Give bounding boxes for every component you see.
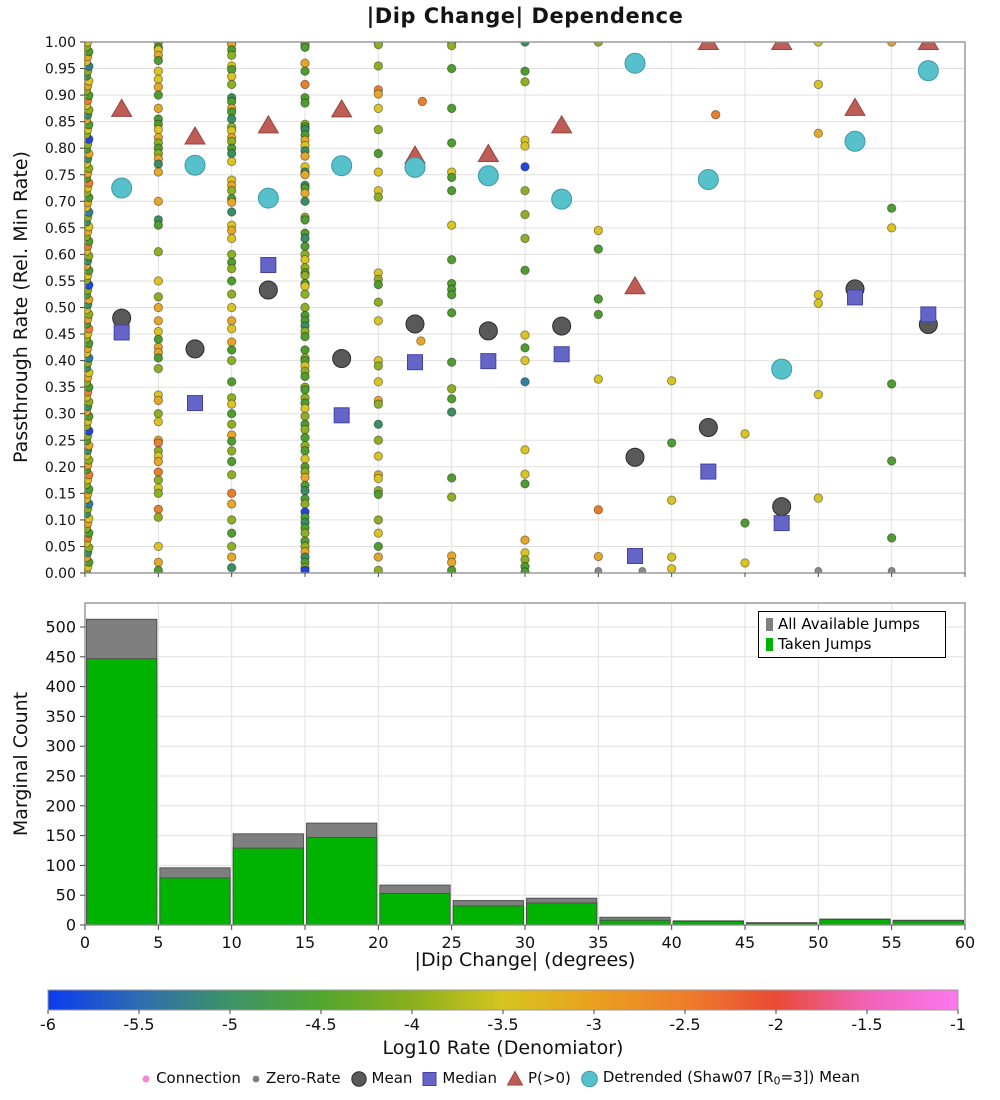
mean-marker [773, 498, 791, 516]
detrended-marker [185, 155, 205, 175]
colorbar-tick-label: -3 [586, 1015, 602, 1034]
hist-y-tick-label: 150 [45, 826, 76, 846]
mean-marker [626, 448, 644, 466]
top-y-tick-label: 0.25 [44, 433, 76, 450]
detrended-marker [772, 359, 792, 379]
colorbar-tick-label: -6 [40, 1015, 56, 1034]
hist-x-tick-label: 0 [79, 933, 91, 952]
mean-marker [333, 349, 351, 367]
detrended-marker [698, 170, 718, 190]
bar-taken [453, 906, 523, 925]
top-y-tick-label: 0.70 [44, 194, 76, 211]
hist-x-tick-label: 50 [808, 933, 829, 952]
hist-x-tick-label: 30 [514, 933, 536, 952]
bar-taken [160, 878, 230, 925]
detrended-marker [552, 189, 572, 209]
median-marker [774, 516, 789, 531]
hist-x-tick-label: 25 [441, 933, 462, 952]
hist-y-tick-label: 500 [45, 617, 76, 637]
detrended-marker [625, 53, 645, 73]
pink-dot-icon [140, 1071, 152, 1085]
mean-marker [699, 419, 717, 437]
colorbar [48, 990, 958, 1010]
top-y-tick-label: 0.55 [44, 273, 76, 290]
dark-circle-icon [350, 1069, 368, 1087]
median-marker [114, 325, 129, 340]
legend-item-connection [140, 1069, 241, 1087]
hist-x-tick-label: 5 [153, 933, 164, 952]
hist-y-tick-label: 50 [55, 885, 76, 905]
detrended-marker [112, 178, 132, 198]
top-y-tick-label: 0.40 [44, 353, 76, 370]
hist-y-tick-label: 350 [45, 706, 76, 726]
hist-x-tick-label: 45 [734, 933, 756, 952]
median-marker [554, 347, 569, 362]
p-gt0-marker [698, 33, 718, 50]
bar-taken [233, 848, 303, 925]
median-marker [628, 549, 643, 564]
top-y-tick-label: 0.10 [44, 512, 76, 529]
hist-x-tick-label: 10 [221, 933, 242, 952]
legend-label: Taken Jumps [778, 635, 872, 653]
hist-y-tick-label: 200 [45, 796, 76, 816]
red-triangle-icon [506, 1069, 524, 1087]
gray-dot-icon [250, 1071, 262, 1085]
bar-taken [527, 903, 597, 925]
p-gt0-marker [772, 33, 792, 50]
median-marker [408, 355, 423, 370]
top-y-tick-label: 0.35 [44, 380, 76, 397]
cyan-circle-icon [580, 1069, 599, 1087]
gray-bar-swatch-icon [765, 617, 774, 632]
top-y-tick-label: 0.90 [44, 88, 76, 105]
legend-item-detrended [580, 1068, 860, 1087]
top-y-tick-label: 0.00 [44, 566, 76, 582]
top-y-axis-label: Passthrough Rate (Rel. Min Rate) [10, 151, 32, 463]
top-y-tick-label: 0.30 [44, 406, 76, 423]
legend-label: All Available Jumps [778, 615, 920, 633]
detrended-marker [405, 157, 425, 177]
hist-y-axis-label: Marginal Count [10, 691, 32, 837]
bar-taken [87, 659, 157, 925]
top-y-tick-label: 0.85 [44, 114, 76, 131]
top-y-tick-label: 0.20 [44, 459, 76, 476]
p-gt0-marker [918, 33, 938, 50]
mean-marker [186, 340, 204, 358]
colorbar-tick-label: -2.5 [669, 1015, 701, 1034]
bar-taken [820, 920, 890, 925]
hist-y-tick-label: 300 [45, 736, 76, 756]
hist-y-tick-label: 450 [45, 647, 76, 667]
colorbar-label: Log10 Rate (Denomiator) [382, 1037, 624, 1059]
hist-x-tick-label: 60 [954, 933, 976, 952]
hist-x-axis-label: |Dip Change| (degrees) [414, 949, 636, 971]
bar-taken [380, 893, 450, 925]
hist-y-tick-label: 250 [45, 766, 76, 786]
top-y-tick-label: 0.15 [44, 486, 76, 503]
mean-marker [113, 309, 131, 327]
median-marker [848, 290, 863, 305]
top-y-tick-label: 0.95 [44, 61, 76, 78]
mean-marker [553, 317, 571, 335]
hist-x-tick-label: 35 [588, 933, 609, 952]
legend-label: P(>0) [527, 1068, 571, 1087]
hist-x-tick-label: 20 [368, 933, 389, 952]
colorbar-tick-label: -4.5 [305, 1015, 337, 1034]
legend-label: Zero-Rate [265, 1068, 341, 1087]
blue-square-icon [421, 1069, 438, 1087]
hist-x-tick-label: 55 [881, 933, 902, 952]
bar-taken [307, 837, 377, 925]
mean-marker [259, 281, 277, 299]
mean-marker [406, 315, 424, 333]
detrended-marker [845, 131, 865, 151]
legend-item-mean [350, 1069, 413, 1087]
marker-legend [0, 1068, 1000, 1087]
detrended-marker [332, 156, 352, 176]
top-y-tick-label: 1.00 [44, 35, 76, 51]
hist-y-tick-label: 100 [45, 855, 76, 875]
legend-row-taken [765, 637, 940, 652]
hist-y-tick-label: 400 [45, 677, 76, 697]
colorbar-tick-label: -2 [768, 1015, 784, 1034]
legend-label: Detrended (Shaw07 $[R_0=3]$) Mean [602, 1068, 860, 1088]
histogram-legend [758, 611, 946, 658]
median-marker [701, 464, 716, 479]
top-y-tick-label: 0.60 [44, 247, 76, 264]
median-marker [334, 408, 349, 423]
median-marker [261, 258, 276, 273]
colorbar-tick-label: -3.5 [487, 1015, 519, 1034]
detrended-marker [918, 61, 938, 81]
top-y-tick-label: 0.45 [44, 327, 76, 344]
detrended-marker [258, 188, 278, 208]
legend-item-median [421, 1069, 497, 1087]
legend-item-p-gt0 [506, 1069, 571, 1087]
green-bar-swatch-icon [765, 637, 774, 652]
legend-label: Connection [156, 1068, 241, 1087]
bar-taken [600, 920, 670, 925]
colorbar-tick-label: -5.5 [123, 1015, 155, 1034]
median-marker [921, 307, 936, 322]
median-marker [188, 396, 203, 411]
hist-x-tick-label: 15 [294, 933, 316, 952]
hist-x-tick-label: 40 [661, 933, 682, 952]
legend-label: Median [442, 1068, 497, 1087]
legend-row-all-available [765, 617, 940, 632]
hist-y-tick-label: 0 [65, 915, 76, 935]
median-marker [481, 354, 496, 369]
top-y-tick-label: 0.50 [44, 300, 76, 317]
colorbar-tick-label: -4 [404, 1015, 420, 1034]
colorbar-tick-label: -1 [950, 1015, 966, 1034]
colorbar-tick-label: -1.5 [851, 1015, 883, 1034]
colorbar-tick-label: -5 [222, 1015, 238, 1034]
top-y-tick-label: 0.80 [44, 141, 76, 158]
legend-item-zero-rate [250, 1069, 341, 1087]
chart-title: |Dip Change| Dependence [366, 4, 684, 28]
top-y-tick-label: 0.05 [44, 539, 76, 556]
mean-marker [479, 322, 497, 340]
top-y-tick-label: 0.65 [44, 220, 76, 237]
top-y-tick-label: 0.75 [44, 167, 76, 184]
detrended-marker [478, 166, 498, 186]
legend-label: Mean [371, 1068, 413, 1087]
